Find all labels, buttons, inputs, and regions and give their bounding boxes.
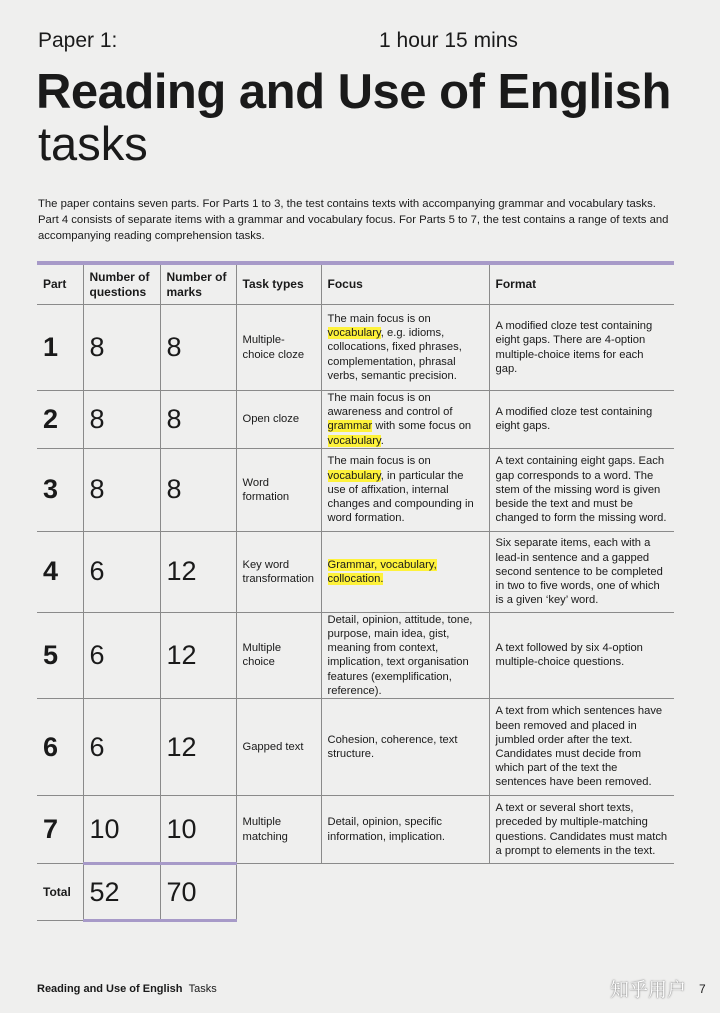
focus-cell (321, 305, 489, 391)
format-cell: A text from which sentences have been removed and placed in jumbled order after the text. Candidates must decide from which part of the text the sentences have been removed. (489, 699, 674, 796)
watermark: 知乎用户 (610, 979, 687, 1001)
page-title: Reading and Use of English (36, 65, 671, 119)
footer-section-rest: Tasks (188, 983, 217, 995)
table-row (37, 612, 674, 698)
tasks-table (37, 261, 674, 922)
table-row (37, 305, 674, 391)
marks-count: 8 (160, 391, 236, 449)
highlighted-text: vocabulary (327, 327, 381, 340)
task-type: Multiple choice (236, 612, 321, 698)
highlighted-text: Grammar, vocabulary, collocation. (327, 558, 437, 585)
header-questions: Number of questions (83, 263, 160, 305)
format-cell: Six separate items, each with a lead-in sentence and a gapped second sentence to be completed in two to five words, one of which is a given ‘key’ word. (489, 531, 674, 612)
header-task-types: Task types (236, 263, 321, 305)
footer-section (37, 983, 217, 995)
part-number: 4 (37, 531, 83, 612)
part-number: 6 (37, 699, 83, 796)
table-row (37, 448, 674, 531)
format-cell: A text or several short texts, preceded by multiple-matching questions. Candidates must match a prompt to elements in the text. (489, 796, 674, 864)
paper-label: Paper 1: (38, 29, 118, 52)
questions-count: 6 (83, 531, 160, 612)
focus-cell (321, 391, 489, 449)
focus-cell (321, 531, 489, 612)
intro-paragraph: The paper contains seven parts. For Parts 1 to 3, the test contains texts with accompanying grammar and vocabulary tasks. Part 4 consists of separate items with a grammar and vocabulary focus. For Parts 5 to 7, the test contains a range of texts and accompanying reading comprehension tasks. (38, 198, 669, 242)
task-type: Gapped text (236, 699, 321, 796)
table-header-row (37, 263, 674, 305)
questions-count: 8 (83, 305, 160, 391)
duration-label: 1 hour 15 mins (379, 29, 518, 52)
focus-cell (321, 448, 489, 531)
page-number: 7 (699, 982, 706, 996)
focus-text: Detail, opinion, attitude, tone, purpose, main idea, gist, meaning from context, implication, text organisation features (exemplification, reference). (327, 613, 473, 697)
task-type: Open cloze (236, 391, 321, 449)
format-cell: A text containing eight gaps. Each gap corresponds to a word. The stem of the missing word is given beside the text and must be changed to form the missing word. (489, 448, 674, 531)
focus-text: with some focus on (372, 420, 472, 433)
format-cell: A modified cloze test containing eight gaps. There are 4-option multiple-choice items for each gap. (489, 305, 674, 391)
table-row (37, 531, 674, 612)
focus-text: The main focus is on awareness and control of (327, 392, 453, 419)
page-header (38, 29, 700, 55)
focus-text: , in particular the use of affixation, internal changes and compounding in word formation. (327, 469, 474, 525)
footer-section-bold: Reading and Use of English (37, 983, 183, 995)
focus-cell (321, 796, 489, 864)
task-type: Multiple-choice cloze (236, 305, 321, 391)
part-number: 1 (37, 305, 83, 391)
questions-count: 6 (83, 699, 160, 796)
total-row (37, 864, 674, 921)
part-number: 2 (37, 391, 83, 449)
header-focus: Focus (321, 263, 489, 305)
total-questions: 52 (83, 864, 160, 921)
marks-count: 12 (160, 531, 236, 612)
format-cell: A text followed by six 4-option multiple-choice questions. (489, 612, 674, 698)
header-part: Part (37, 263, 83, 305)
marks-count: 10 (160, 796, 236, 864)
focus-cell (321, 699, 489, 796)
total-spacer (236, 864, 674, 921)
page-subtitle: tasks (38, 117, 148, 170)
focus-text: The main focus is on (327, 455, 431, 468)
focus-text: , e.g. idioms, collocations, fixed phrases, complementation, phrasal verbs, semantic precision. (327, 327, 462, 382)
part-number: 5 (37, 612, 83, 698)
questions-count: 8 (83, 391, 160, 449)
highlighted-text: vocabulary (327, 469, 381, 482)
part-number: 7 (37, 796, 83, 864)
focus-cell (321, 612, 489, 698)
questions-count: 8 (83, 448, 160, 531)
highlighted-text: vocabulary (327, 434, 381, 447)
table-row (37, 391, 674, 449)
questions-count: 10 (83, 796, 160, 864)
task-type: Key word transformation (236, 531, 321, 612)
questions-count: 6 (83, 612, 160, 698)
marks-count: 8 (160, 448, 236, 531)
marks-count: 12 (160, 612, 236, 698)
total-marks: 70 (160, 864, 236, 921)
focus-text: Cohesion, coherence, text structure. (327, 733, 458, 761)
highlighted-text: grammar (327, 420, 373, 433)
task-type: Word formation (236, 448, 321, 531)
focus-text: The main focus is on (327, 312, 431, 325)
header-marks: Number of marks (160, 263, 236, 305)
table-row (37, 796, 674, 864)
format-cell: A modified cloze test containing eight gaps. (489, 391, 674, 449)
total-label: Total (37, 864, 83, 921)
task-type: Multiple matching (236, 796, 321, 864)
marks-count: 8 (160, 305, 236, 391)
part-number: 3 (37, 448, 83, 531)
focus-text: Detail, opinion, specific information, implication. (327, 816, 446, 843)
table-row (37, 699, 674, 796)
header-format: Format (489, 263, 674, 305)
focus-text: . (380, 434, 384, 447)
marks-count: 12 (160, 699, 236, 796)
